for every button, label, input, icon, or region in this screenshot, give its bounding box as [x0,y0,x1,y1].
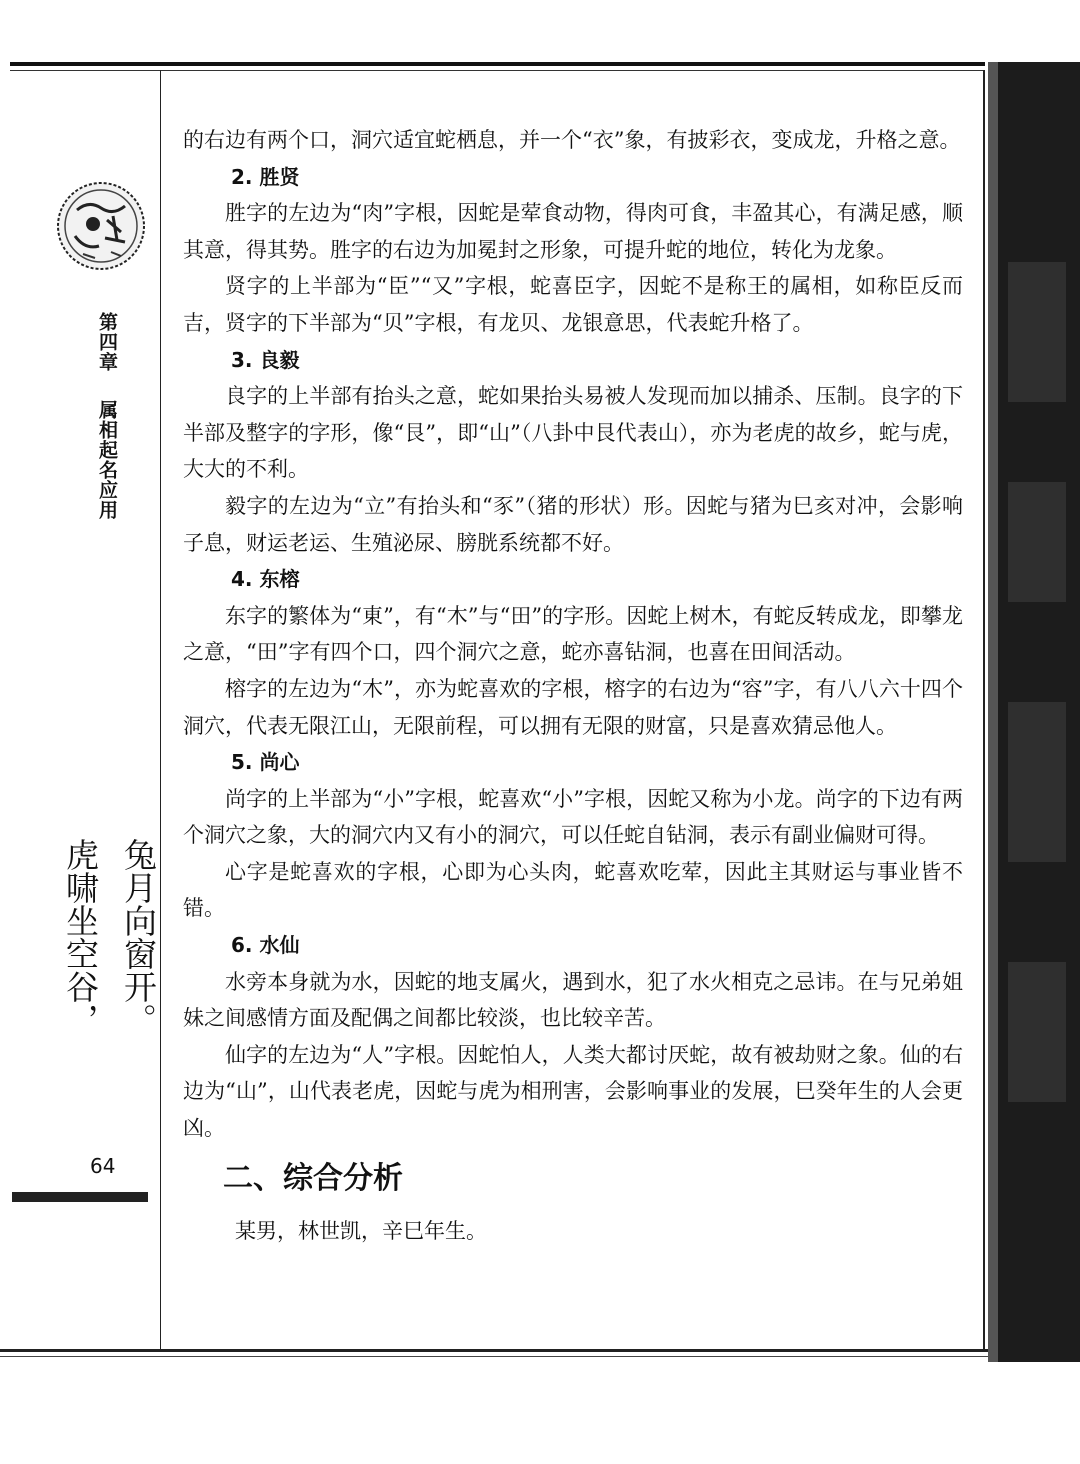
paragraph: 的右边有两个口，洞穴适宜蛇栖息，并一个“衣”象，有披彩衣，变成龙，升格之意。 [183,128,961,152]
page-edge-line [983,70,985,1349]
margin-divider [160,70,161,1349]
decorative-seal-icon [55,180,147,272]
paragraph: 仙字的左边为“人”字根。因蛇怕人，人类大都讨厌蛇，故有被劫财之象。仙的右边为“山”，山代表老虎，因蛇与虎为相刑害，会影响事业的发展，巳癸年生的人会更凶。 [183,1042,963,1141]
chapter-title: 属相起名应用 [96,400,118,520]
subheading: 4. 东榕 [231,567,300,592]
spine-mark [1008,962,1066,1102]
subheading: 2. 胜贤 [231,164,300,189]
paragraph: 贤字的上半部为“臣”“又”字根，蛇喜臣字，因蛇不是称王的属相，如称臣反而吉，贤字的下半部为“贝”字根，有龙贝、龙银意思，代表蛇升格了。 [183,274,963,335]
top-rule-thin [10,70,985,71]
spine-mark [1008,702,1066,862]
paragraph: 尚字的上半部为“小”字根，蛇喜欢“小”字根，因蛇又称为小龙。尚字的下边有两个洞穴之象，大的洞穴内又有小的洞穴，可以任蛇自钻洞，表示有副业偏财可得。 [183,786,963,848]
spine-mark [1008,262,1066,402]
subheading: 3. 良毅 [231,347,300,372]
paragraph: 心字是蛇喜欢的字根，心即为心头肉，蛇喜欢吃荤，因此主其财运与事业皆不错。 [183,859,963,921]
paragraph: 毅字的左边为“立”有抬头和“豕”（猪的形状）形。因蛇与猪为巳亥对冲，会影响子息，财运老运、生殖泌尿、膀胱系统都不好。 [183,493,963,555]
subheading: 5. 尚心 [231,750,300,775]
chapter-heading-vertical [93,312,117,520]
bottom-rule-thin [0,1356,1000,1357]
paragraph: 东字的繁体为“東”，有“木”与“田”的字形。因蛇上树木，有蛇反转成龙，即攀龙之意，“田”字有四个口，四个洞穴之意，蛇亦喜钻洞，也喜在田间活动。 [183,603,963,665]
spine-highlight [988,62,998,1362]
subheading: 6. 水仙 [231,933,300,958]
paragraph: 榕字的左边为“木”，亦为蛇喜欢的字根，榕字的右边为“容”字，有八八六十四个洞穴，代表无限江山，无限前程，可以拥有无限的财富，只是喜欢猜忌他人。 [183,676,963,738]
spine-mark [1008,482,1066,602]
verse-line-1: 兔月向窗开。 [119,838,158,1036]
bottom-rule [0,1349,1000,1352]
paragraph: 胜字的左边为“肉”字根，因蛇是荤食动物，得肉可食，丰盈其心，有满足感，顺其意，得其势。胜字的右边为加冕封之形象，可提升蛇的地位，转化为龙象。 [183,201,963,262]
section-title: 二、综合分析 [223,1160,403,1196]
verse-line-2: 虎啸坐空谷， [61,838,100,1036]
page-number: 64 [90,1154,116,1178]
main-text [183,122,963,1249]
paragraph: 某男，林世凯，辛巳年生。 [235,1218,487,1243]
paragraph: 良字的上半部有抬头之意，蛇如果抬头易被人发现而加以捕杀、压制。良字的下半部及整字的字形，像“艮”，即“山”（八卦中艮代表山），亦为老虎的故乡，蛇与虎，大大的不利。 [183,384,963,482]
top-rule [10,62,985,66]
chapter-label: 第四章 [96,312,118,372]
page-number-bar [12,1192,148,1202]
paragraph: 水旁本身就为水，因蛇的地支属火，遇到水，犯了水火相克之忌讳。在与兄弟姐妹之间感情方面及配偶之间都比较淡，也比较辛苦。 [183,969,963,1031]
book-spine-edge [988,62,1080,1362]
